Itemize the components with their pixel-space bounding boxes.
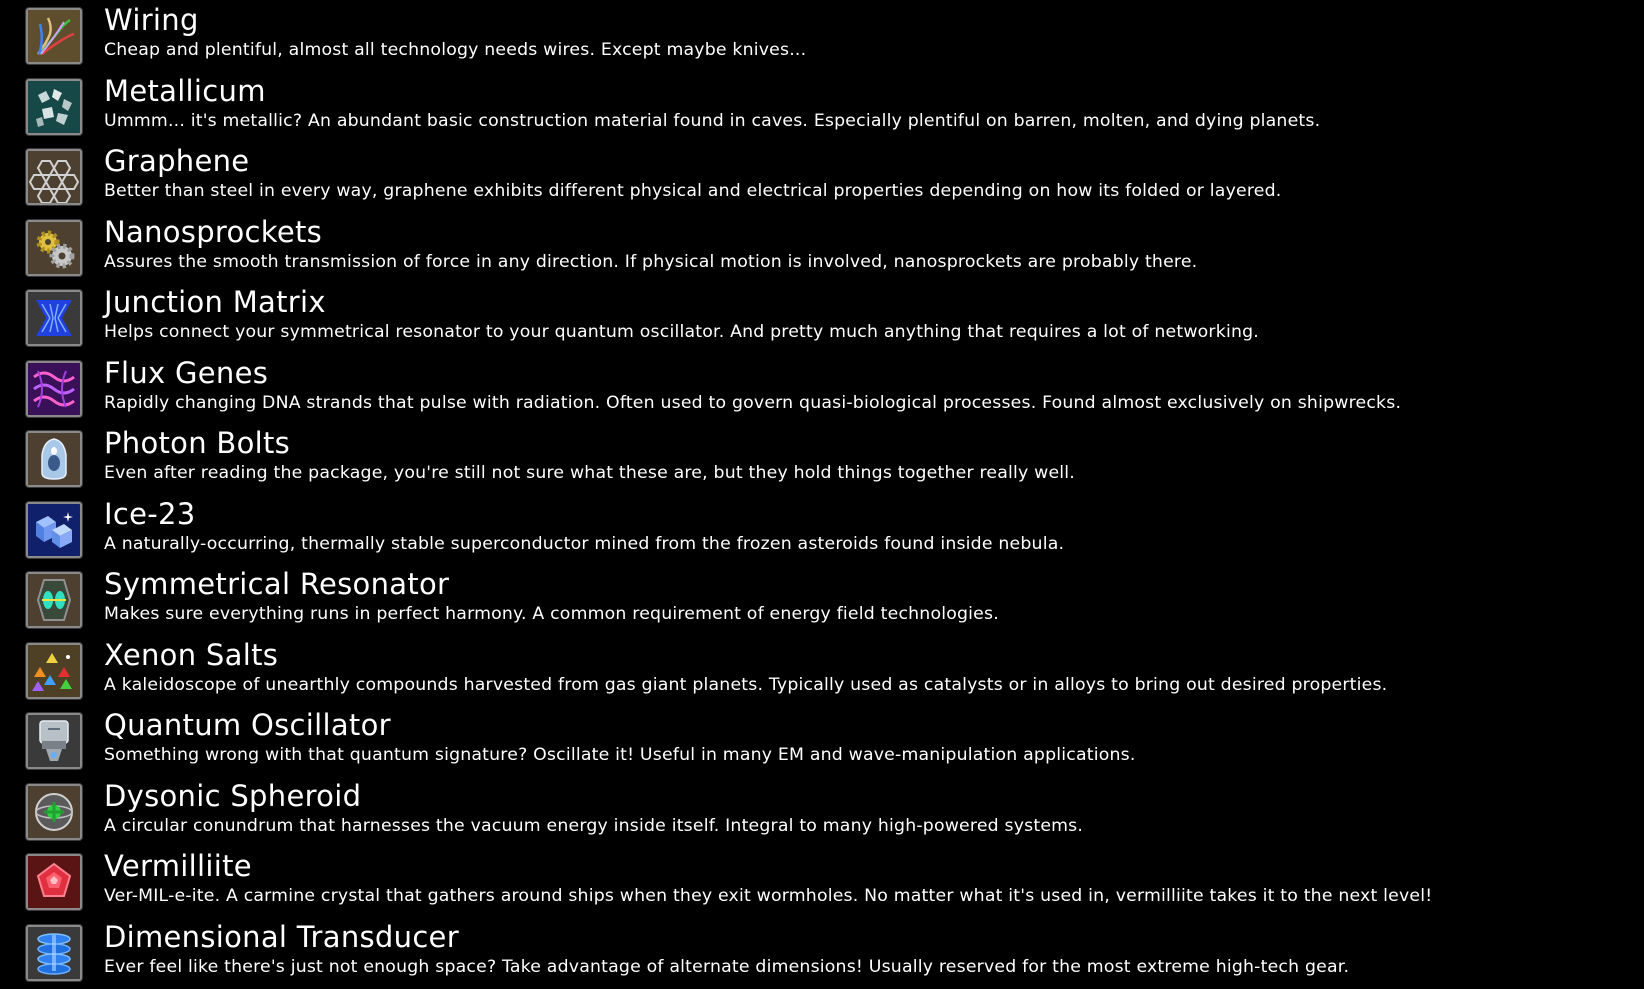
item-icon-frame [26, 572, 82, 628]
list-item [0, 846, 1644, 916]
item-description: Cheap and plentiful, almost all technology needs wires. Except maybe knives... [104, 40, 807, 60]
list-item [0, 282, 1644, 352]
item-description: Better than steel in every way, graphene exhibits different physical and electrical properties depending on how its folded or layered. [104, 181, 1282, 201]
item-description: Ver-MIL-e-ite. A carmine crystal that gathers around ships when they exit wormholes. No matter what it's used in, vermilliite takes it to the next level! [104, 886, 1433, 906]
item-icon-frame [26, 8, 82, 64]
nanosprockets-icon [28, 222, 80, 274]
item-icon-frame [26, 854, 82, 910]
list-item [0, 141, 1644, 211]
list-item [0, 776, 1644, 846]
item-icon-frame [26, 431, 82, 487]
item-name: Vermilliite [104, 849, 252, 883]
item-name: Metallicum [104, 73, 266, 108]
vermilliite-icon [28, 856, 80, 908]
list-item [0, 71, 1644, 141]
photon-bolts-icon [28, 433, 80, 485]
list-item [0, 423, 1644, 493]
item-icon-frame [26, 79, 82, 135]
item-description: Helps connect your symmetrical resonator to your quantum oscillator. And pretty much anything that requires a lot of networking. [104, 322, 1259, 342]
item-icon-frame [26, 290, 82, 346]
list-item [0, 494, 1644, 564]
list-item [0, 353, 1644, 423]
item-description: A circular conundrum that harnesses the vacuum energy inside itself. Integral to many high-powered systems. [104, 815, 1084, 836]
dimensional-transducer-icon [28, 927, 80, 979]
item-name: Quantum Oscillator [104, 708, 391, 742]
quantum-oscillator-icon [28, 715, 80, 767]
symmetrical-resonator-icon [28, 574, 80, 626]
item-name: Photon Bolts [104, 426, 291, 460]
wiring-icon [28, 10, 80, 62]
dysonic-spheroid-icon [28, 786, 80, 838]
item-icon-frame [26, 220, 82, 276]
list-item [0, 0, 1644, 70]
item-icon-frame [26, 784, 82, 840]
item-description: Makes sure everything runs in perfect harmony. A common requirement of energy field technologies. [104, 604, 999, 624]
item-name: Wiring [104, 3, 199, 37]
item-name: Graphene [104, 144, 250, 178]
metallicum-icon [28, 81, 80, 133]
ice-23-icon [28, 504, 80, 556]
list-item [0, 705, 1644, 775]
list-item [0, 212, 1644, 282]
item-description: Ever feel like there's just not enough space? Take advantage of alternate dimensions! Usually reserved for the most extreme high-tech gear. [104, 956, 1350, 977]
item-name: Dysonic Spheroid [104, 778, 362, 813]
item-icon-frame [26, 502, 82, 558]
xenon-salts-icon [28, 645, 80, 697]
item-name: Symmetrical Resonator [104, 567, 450, 601]
item-description: A naturally-occurring, thermally stable superconductor mined from the frozen asteroids found inside nebula. [104, 533, 1065, 554]
item-icon-frame [26, 361, 82, 417]
item-icon-frame [26, 713, 82, 769]
item-name: Xenon Salts [104, 637, 279, 672]
item-description: Rapidly changing DNA strands that pulse with radiation. Often used to govern quasi-biological processes. Found almost exclusively on shipwrecks. [104, 392, 1402, 413]
item-name: Flux Genes [104, 355, 269, 390]
item-icon-frame [26, 925, 82, 981]
item-name: Junction Matrix [104, 285, 326, 319]
list-item [0, 635, 1644, 705]
junction-matrix-icon [28, 292, 80, 344]
item-description: Ummm... it's metallic? An abundant basic construction material found in caves. Especially plentiful on barren, molten, and dying planets. [104, 110, 1321, 131]
flux-genes-icon [28, 363, 80, 415]
item-description: Assures the smooth transmission of force in any direction. If physical motion is involved, nanosprockets are probably there. [104, 251, 1198, 272]
item-name: Ice-23 [104, 496, 196, 531]
item-icon-frame [26, 643, 82, 699]
item-name: Nanosprockets [104, 214, 323, 249]
item-description: A kaleidoscope of unearthly compounds harvested from gas giant planets. Typically used as catalysts or in alloys to bring out desired properties. [104, 674, 1388, 695]
list-item [0, 917, 1644, 987]
item-icon-frame [26, 149, 82, 205]
item-name: Dimensional Transducer [104, 919, 459, 954]
item-description: Something wrong with that quantum signature? Oscillate it! Useful in many EM and wave-manipulation applications. [104, 745, 1136, 765]
list-item [0, 564, 1644, 634]
item-description: Even after reading the package, you're still not sure what these are, but they hold things together really well. [104, 463, 1075, 483]
graphene-icon [28, 151, 80, 203]
